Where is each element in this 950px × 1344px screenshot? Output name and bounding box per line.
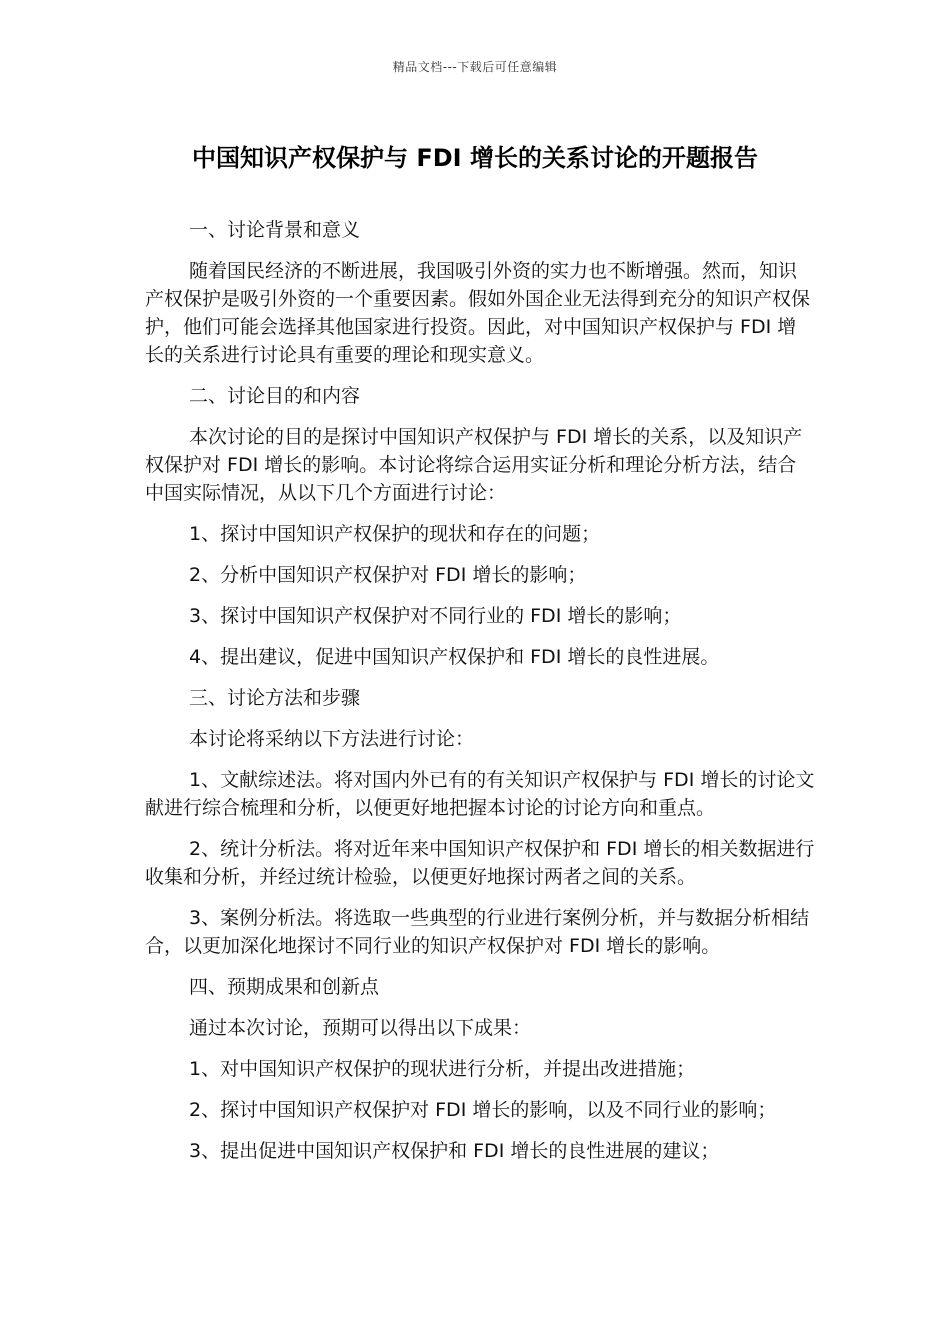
list-item-purpose-3: 3、探讨中国知识产权保护对不同行业的 FDI 增长的影响； bbox=[189, 605, 682, 627]
paragraph-background: 随着国民经济的不断进展，我国吸引外资的实力也不断增强。然而，知识产权保护是吸引外资的一个重要因素。假如外国企业无法得到充分的知识产权保护，他们可能会选择其他国家进行投资。因此，对中国知识产权保护与 FDI 增长的关系进行讨论具有重要的理论和现实意义。 bbox=[145, 260, 811, 366]
paragraph-outcomes-intro: 通过本次讨论，预期可以得出以下成果： bbox=[189, 1017, 532, 1039]
list-item-method-2: 2、统计分析法。将对近年来中国知识产权保护和 FDI 增长的相关数据进行收集和分析，并经过统计检验，以便更好地探讨两者之间的关系。 bbox=[145, 838, 815, 888]
document-title: 中国知识产权保护与 FDI 增长的关系讨论的开题报告 bbox=[192, 144, 758, 172]
list-item-outcome-3: 3、提出促进中国知识产权保护和 FDI 增长的良性进展的建议； bbox=[189, 1140, 720, 1162]
paragraph-methods-intro: 本讨论将采纳以下方法进行讨论： bbox=[189, 728, 475, 750]
list-item-purpose-4: 4、提出建议，促进中国知识产权保护和 FDI 增长的良性进展。 bbox=[189, 646, 720, 668]
list-item-method-1: 1、文献综述法。将对国内外已有的有关知识产权保护与 FDI 增长的讨论文献进行综合梳理和分析，以便更好地把握本讨论的讨论方向和重点。 bbox=[145, 769, 815, 819]
document-body bbox=[145, 216, 815, 1178]
section-heading-outcomes: 四、预期成果和创新点 bbox=[189, 976, 380, 998]
section-heading-purpose: 二、讨论目的和内容 bbox=[189, 385, 361, 407]
paragraph-purpose: 本次讨论的目的是探讨中国知识产权保护与 FDI 增长的关系，以及知识产权保护对 FDI 增长的影响。本讨论将综合运用实证分析和理论分析方法，结合中国实际情况，从以下几个方面进行讨论： bbox=[145, 426, 803, 504]
section-heading-methods: 三、讨论方法和步骤 bbox=[189, 687, 361, 709]
header-note: 精品文档---下载后可任意编辑 bbox=[392, 60, 558, 74]
list-item-outcome-1: 1、对中国知识产权保护的现状进行分析，并提出改进措施； bbox=[189, 1058, 696, 1080]
list-item-purpose-2: 2、分析中国知识产权保护对 FDI 增长的影响； bbox=[189, 564, 587, 586]
section-heading-background: 一、讨论背景和意义 bbox=[189, 219, 361, 241]
list-item-purpose-1: 1、探讨中国知识产权保护的现状和存在的问题； bbox=[189, 523, 601, 545]
list-item-outcome-2: 2、探讨中国知识产权保护对 FDI 增长的影响，以及不同行业的影响； bbox=[189, 1099, 777, 1121]
list-item-method-3: 3、案例分析法。将选取一些典型的行业进行案例分析，并与数据分析相结合，以更加深化地探讨不同行业的知识产权保护对 FDI 增长的影响。 bbox=[145, 907, 810, 957]
